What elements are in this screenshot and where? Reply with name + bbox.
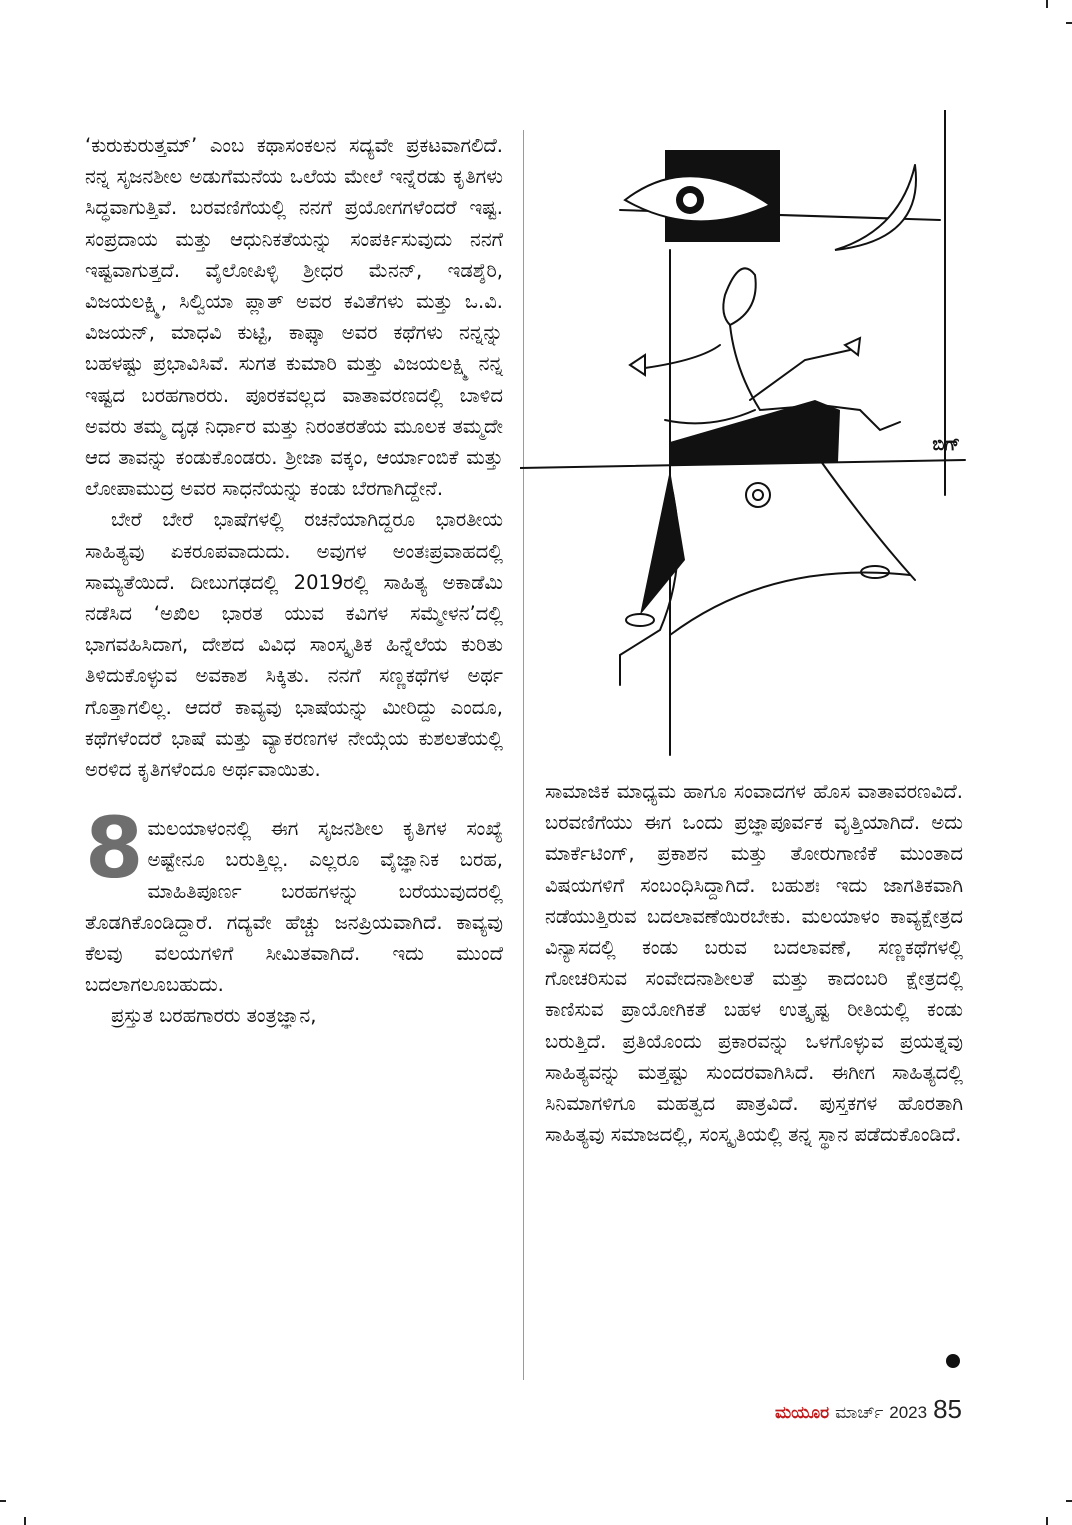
paragraph: ಸಾಮಾಜಿಕ ಮಾಧ್ಯಮ ಹಾಗೂ ಸಂವಾದಗಳ ಹೊಸ ವಾತಾವರಣವಿದೆ. ಬರವಣಿಗೆಯು ಈಗ ಒಂದು ಪ್ರಜ್ಞಾಪೂರ್ವಕ ವೃತ್ತಿಯಾಗಿದೆ. ಅದು ಮಾರ್ಕೆಟಿಂಗ್, ಪ್ರಕಾಶನ ಮತ್ತು ತೋರುಗಾಣಿಕೆ ಮುಂತಾದ ವಿಷಯಗಳಿಗೆ ಸಂಬಂಧಿಸಿದ್ದಾಗಿದೆ. ಬಹುಶಃ ಇದು ಜಾಗತಿಕವಾಗಿ ನಡೆಯುತ್ತಿರುವ ಬದಲಾವಣೆಯಿರಬೇಕು. ಮಲಯಾಳಂ ಕಾವ್ಯಕ್ಷೇತ್ರದ ವಿನ್ಯಾಸದಲ್ಲಿ ಕಂಡು ಬರುವ ಬದಲಾವಣೆ, ಸಣ್ಣಕಥೆಗಳಲ್ಲಿ ಗೋಚರಿಸುವ ಸಂವೇದನಾಶೀಲತೆ ಮತ್ತು ಕಾದಂಬರಿ ಕ್ಷೇತ್ರದಲ್ಲಿ ಕಾಣಿಸುವ ಪ್ರಾಯೋಗಿಕತೆ ಬಹಳ ಉತ್ಕೃಷ್ಟ ರೀತಿಯಲ್ಲಿ ಕಂಡು ಬರುತ್ತಿದೆ. ಪ್ರತಿಯೊಂದು ಪ್ರಕಾರವನ್ನು ಒಳಗೊಳ್ಳುವ ಪ್ರಯತ್ನವು ಸಾಹಿತ್ಯವನ್ನು ಮತ್ತಷ್ಟು ಸುಂದರವಾಗಿಸಿದೆ. ಈಗೀಗ ಸಾಹಿತ್ಯದಲ್ಲಿ ಸಿನಿಮಾಗಳಿಗೂ ಮಹತ್ವದ ಪಾತ್ರವಿದೆ. ಪುಸ್ತಕಗಳ ಹೊರತಾಗಿ ಸಾಹಿತ್ಯವು ಸಮಾಜದಲ್ಲಿ, ಸಂಸ್ಕೃತಿಯಲ್ಲಿ ತನ್ನ ಸ್ಥಾನ ಪಡೆದುಕೊಂಡಿದೆ. — [545, 780, 963, 1147]
section-number: 8 — [85, 799, 142, 898]
crop-mark — [24, 1517, 26, 1525]
crop-mark — [0, 1500, 6, 1502]
paragraph: ಪ್ರಸ್ತುತ ಬರಹಗಾರರು ತಂತ್ರಜ್ಞಾನ, — [111, 1004, 317, 1028]
section-8-paragraph — [85, 799, 503, 1000]
crop-mark — [1066, 22, 1072, 24]
end-mark — [946, 1354, 960, 1368]
crop-mark — [1046, 0, 1048, 8]
paragraph: ಬೇರೆ ಬೇರೆ ಭಾಷೆಗಳಲ್ಲಿ ರಚನೆಯಾಗಿದ್ದರೂ ಭಾರತೀಯ ಸಾಹಿತ್ಯವು ಏಕರೂಪವಾದುದು. ಅವುಗಳ ಅಂತಃಪ್ರವಾಹದಲ್ಲಿ ಸಾಮ್ಯತೆಯಿದೆ. ದೀಬುಗಢದಲ್ಲಿ 2019ರಲ್ಲಿ ಸಾಹಿತ್ಯ ಅಕಾಡೆಮಿ ನಡೆಸಿದ ‘ಅಖಿಲ ಭಾರತ ಯುವ ಕವಿಗಳ ಸಮ್ಮೇಳನ’ದಲ್ಲಿ ಭಾಗವಹಿಸಿದಾಗ, ದೇಶದ ವಿವಿಧ ಸಾಂಸ್ಕೃತಿಕ ಹಿನ್ನೆಲೆಯ ಕುರಿತು ತಿಳಿದುಕೊಳ್ಳುವ ಅವಕಾಶ ಸಿಕ್ಕಿತು. ನನಗೆ ಸಣ್ಣಕಥೆಗಳ ಅರ್ಥ ಗೊತ್ತಾಗಲಿಲ್ಲ. ಆದರೆ ಕಾವ್ಯವು ಭಾಷೆಯನ್ನು ಮೀರಿದ್ದು ಎಂದೂ, ಕಥೆಗಳೆಂದರೆ ಭಾಷೆ ಮತ್ತು ವ್ಯಾಕರಣಗಳ ನೇಯ್ಗೆಯ ಕುಶಲತೆಯಲ್ಲಿ ಅರಳಿದ ಕೃತಿಗಳೆಂದೂ ಅರ್ಥವಾಯಿತು. — [85, 508, 503, 782]
right-column — [545, 776, 963, 1150]
issue-year: 2023 — [889, 1403, 928, 1422]
artist-signature: ಬಿಗ್ — [932, 434, 960, 455]
left-column — [85, 130, 503, 1032]
illustration-svg — [520, 110, 970, 760]
crop-mark — [1046, 1517, 1048, 1525]
section-8-text: ಮಲಯಾಳಂನಲ್ಲಿ ಈಗ ಸೃಜನಶೀಲ ಕೃತಿಗಳ ಸಂಖ್ಯೆ ಅಷ್ಟೇನೂ ಬರುತ್ತಿಲ್ಲ. ಎಲ್ಲರೂ ವೈಜ್ಞಾನಿಕ ಬರಹ, ಮಾಹಿತಿಪೂರ್ಣ ಬರಹಗಳನ್ನು ಬರೆಯುವುದರಲ್ಲಿ ತೊಡಗಿಕೊಂಡಿದ್ದಾರೆ. ಗದ್ಯವೇ ಹೆಚ್ಚು ಜನಪ್ರಿಯವಾಗಿದೆ. ಕಾವ್ಯವು ಕೆಲವು ವಲಯಗಳಿಗೆ ಸೀಮಿತವಾಗಿದೆ. ಇದು ಮುಂದೆ ಬದಲಾಗಲೂಬಹುದು. — [85, 817, 503, 997]
paragraph: ‘ಕುರುಕುರುತ್ತಮ್’ ಎಂಬ ಕಥಾಸಂಕಲನ ಸದ್ಯವೇ ಪ್ರಕಟವಾಗಲಿದೆ. ನನ್ನ ಸೃಜನಶೀಲ ಅಡುಗೆಮನೆಯ ಒಲೆಯ ಮೇಲೆ ಇನ್ನೆರಡು ಕೃತಿಗಳು ಸಿದ್ಧವಾಗುತ್ತಿವೆ. ಬರವಣಿಗೆಯಲ್ಲಿ ನನಗೆ ಪ್ರಯೋಗಗಳೆಂದರೆ ಇಷ್ಟ. ಸಂಪ್ರದಾಯ ಮತ್ತು ಆಧುನಿಕತೆಯನ್ನು ಸಂಪರ್ಕಿಸುವುದು ನನಗೆ ಇಷ್ಟವಾಗುತ್ತದೆ. ವೈಲೋಪಿಳ್ಳಿ ಶ್ರೀಧರ ಮೆನನ್, ಇಡಶ್ಶೆರಿ, ವಿಜಯಲಕ್ಷ್ಮಿ, ಸಿಲ್ವಿಯಾ ಪ್ಲಾತ್ ಅವರ ಕವಿತೆಗಳು ಮತ್ತು ಒ.ವಿ. ವಿಜಯನ್, ಮಾಧವಿ ಕುಟ್ಟಿ, ಕಾಫ್ಕಾ ಅವರ ಕಥೆಗಳು ನನ್ನನ್ನು ಬಹಳಷ್ಟು ಪ್ರಭಾವಿಸಿವೆ. ಸುಗತ ಕುಮಾರಿ ಮತ್ತು ವಿಜಯಲಕ್ಷ್ಮಿ ನನ್ನ ಇಷ್ಟದ ಬರಹಗಾರರು. ಪೂರಕವಲ್ಲದ ವಾತಾವರಣದಲ್ಲಿ ಬಾಳಿದ ಅವರು ತಮ್ಮ ದೃಢ ನಿರ್ಧಾರ ಮತ್ತು ನಿರಂತರತೆಯ ಮೂಲಕ ತಮ್ಮದೇ ಆದ ತಾವನ್ನು ಕಂಡುಕೊಂಡರು. ಶ್ರೀಜಾ ವಕ್ಕಂ, ಆರ್ಯಾಂಬಿಕೆ ಮತ್ತು ಲೋಪಾಮುದ್ರ ಅವರ ಸಾಧನೆಯನ್ನು ಕಂಡು ಬೆರಗಾಗಿದ್ದೇನೆ. — [85, 134, 503, 501]
page-number: 85 — [933, 1394, 962, 1424]
magazine-logo: ಮಯೂರ — [774, 1403, 830, 1423]
crop-mark — [1066, 1500, 1072, 1502]
line-art-illustration — [520, 110, 970, 760]
issue-month: ಮಾರ್ಚ್ — [835, 1403, 884, 1423]
page-footer — [775, 1394, 962, 1425]
